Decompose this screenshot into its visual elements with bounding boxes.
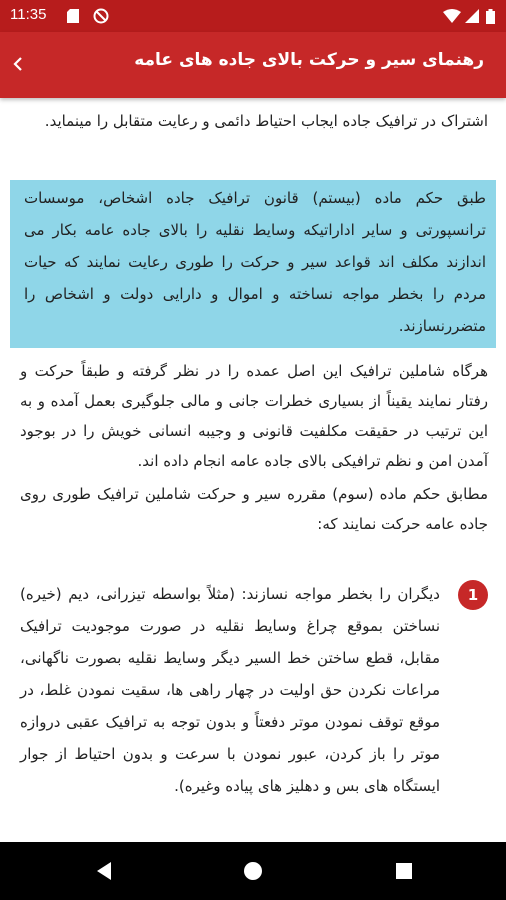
do-not-disturb-icon xyxy=(92,8,110,24)
highlighted-paragraph: طبق حکم ماده (بیستم) قانون ترافیک جاده اشخاص، موسسات ترانسپورتی و سایر اداراتیکه وسایط نقلیه را بالای جاده عامه بکار می اندازند مکلف اند قواعد سیر و حرکت را طوری رعایت نمایند که حیات مردم را بخطر مواجه نساخته و اموال و دارایی دولت و اشخاص را متضررنسازند. xyxy=(10,180,496,348)
paragraph-intro: اشتراک در ترافیک جاده ایجاب احتیاط دائمی و رعایت متقابل را مینماید. xyxy=(44,112,488,130)
list-item xyxy=(0,578,506,802)
nav-home-button[interactable] xyxy=(241,859,265,883)
nav-back-button[interactable] xyxy=(92,859,116,883)
recents-square-icon xyxy=(395,862,413,880)
nav-recents-button[interactable] xyxy=(392,859,416,883)
item-number-badge: 1 xyxy=(458,580,488,610)
navigation-bar xyxy=(0,842,506,900)
status-bar xyxy=(0,0,506,32)
wifi-icon xyxy=(442,8,462,24)
paragraph-second: هرگاه شاملین ترافیک این اصل عمده را در نظر گرفته و طبقاً حرکت و رفتار نمایند یقیناً از بسیاری خطرات جانی و مالی جلوگیری بعمل آمده و به این ترتیب در حقیقت مکلفیت قانونی و وجیبه انسانی خویش را در بوجود آمدن امن و نظم ترافیکی بالای جاده عامه انجام داده اند. xyxy=(20,362,488,470)
status-time: 11:35 xyxy=(10,6,47,23)
signal-icon xyxy=(464,8,480,24)
paragraph-third: مطابق حکم ماده (سوم) مقرره سیر و حرکت شاملین ترافیک طوری روی جاده عامه حرکت نمایند که: xyxy=(20,485,488,533)
battery-icon xyxy=(484,8,496,24)
page-title: رهنمای سیر و حرکت بالای جاده های عامه xyxy=(134,50,484,70)
chevron-left-icon xyxy=(13,57,23,71)
item-text: دیگران را بخطر مواجه نسازند: (مثلاً بواسطه تیزرانی، دیم (خیره) نساختن بموقع چراغ وسایط نقلیه در صورت موجودیت ترافیک مقابل، قطع ساختن خط السیر دیگر وسایط نقلیه بصورت ناگهانی، مراعات نکردن حق اولیت در چهار راهی ها، سقیت نمودن غلط، در موقع توقف نمودن موتر دفعتاً و بدون توجه به ترافیک عقبی دروازه موتر را باز کردن، عبور نمودن با سرعت و بدون احتیاط از جوار ایستگاه های بس و دهلیز های پیاده وغیره). xyxy=(20,585,440,795)
app-bar xyxy=(0,32,506,98)
back-button[interactable] xyxy=(6,52,30,76)
home-circle-icon xyxy=(243,861,263,881)
sd-card-icon xyxy=(66,8,80,24)
back-triangle-icon xyxy=(95,861,113,881)
article-content[interactable] xyxy=(0,98,506,842)
